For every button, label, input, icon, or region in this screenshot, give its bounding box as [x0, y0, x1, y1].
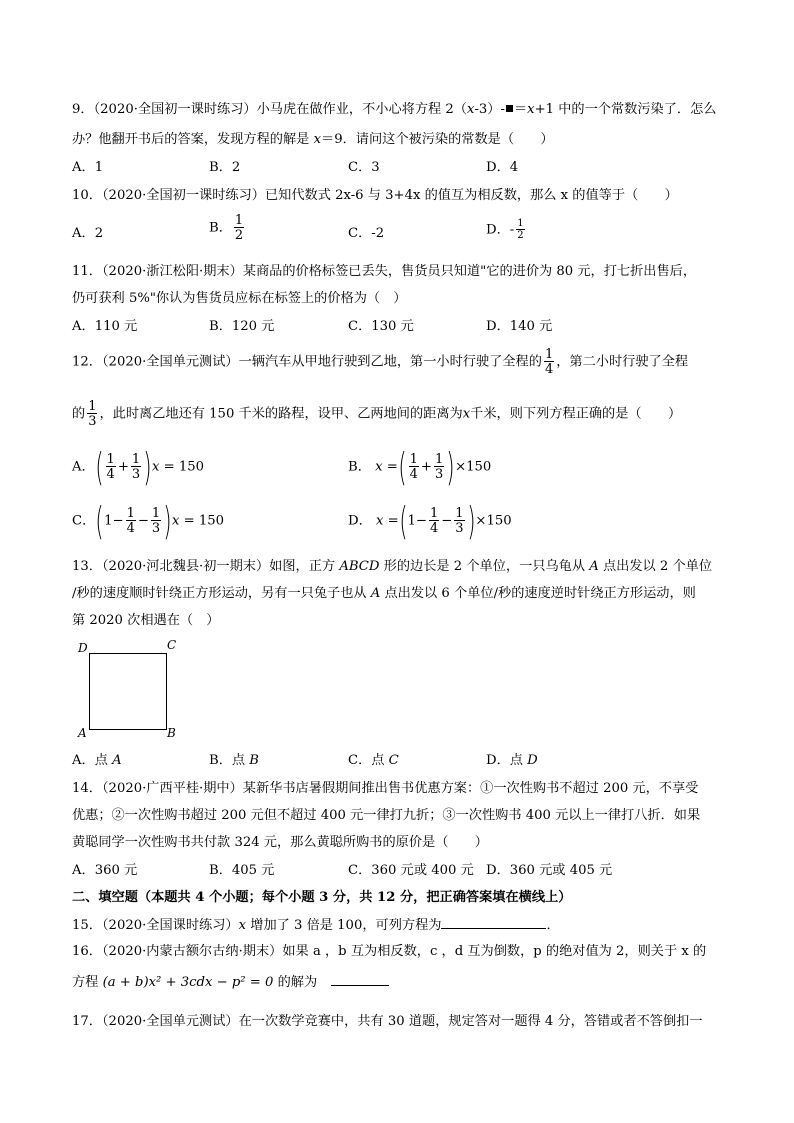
vertex-c-label: C [167, 638, 177, 652]
q13-option-d[interactable]: D．点 D [486, 753, 538, 768]
q16-line1: 16．（2020·内蒙古额尔古纳·期末）如果 a ，b 互为相反数，c ，d 互为倒数，p 的绝对值为 2，则关于 x 的 [72, 944, 707, 959]
q14-line2: 优惠；②一次性购书超过 200 元但不超过 400 元一律打九折；③一次性购书 400 元以上一律打八折．如果 [72, 808, 701, 823]
q11-line1: 11．（2020·浙江松阳·期末）某商品的价格标签已丢失，售货员只知道"它的进价为 80 元，打七折出售后， [72, 264, 697, 279]
q12-option-c[interactable]: C．(1− $\frac{1}{4}$ − $\frac{1}{3}$ )x = 150 [72, 499, 225, 543]
q13-option-a[interactable]: A．点 A [72, 753, 122, 768]
q12-option-b[interactable]: B． x =( $\frac{1}{4}$ + $\frac{1}{3}$ )×150 [348, 445, 492, 489]
q12-line1: 12．（2020·全国单元测试）一辆汽车从甲地行驶到乙地，第一小时行驶了全程的 $\frac{1}{4}$ ，第二小时行驶了全程 [72, 347, 689, 377]
vertex-d-label: D [78, 641, 88, 655]
q10-option-c[interactable]: C．-2 [348, 226, 385, 241]
q14-option-a[interactable]: A．360 元 [72, 863, 138, 878]
ink-blot-icon [506, 105, 513, 112]
q14-option-b[interactable]: B．405 元 [209, 863, 275, 878]
q11-option-a[interactable]: A．110 元 [72, 319, 138, 334]
vertex-a-label: A [78, 726, 87, 740]
section-2-heading: 二、填空题（本题共 4 个小题；每个小题 3 分，共 12 分，把正确答案填在横线上） [72, 890, 572, 905]
q13-line1: 13．（2020·河北魏县·初一期末）如图，正方 ABCD 形的边长是 2 个单位，一只乌龟从 A 点出发以 2 个单位 [72, 559, 713, 574]
q14-option-d[interactable]: D．360 元或 405 元 [486, 863, 613, 878]
q10-option-a[interactable]: A．2 [72, 226, 104, 241]
q11-option-c[interactable]: C．130 元 [348, 319, 414, 334]
q14-option-c[interactable]: C．360 元或 400 元 [348, 863, 474, 878]
q10-option-d[interactable]: D．- $\frac{1}{2}$ [486, 218, 524, 241]
q16-answer-blank[interactable] [331, 973, 389, 986]
q13-option-c[interactable]: C．点 C [348, 753, 399, 768]
q12-option-d[interactable]: D． x =(1− $\frac{1}{4}$ − $\frac{1}{3}$ )×150 [348, 499, 512, 543]
q14-line3: 黄聪同学一次性购书共付款 324 元，那么黄聪所购书的原价是（ ） [72, 835, 488, 850]
q10-option-b[interactable]: B． $\frac{1}{2}$ [209, 213, 244, 243]
q15-line: 15．（2020·全国课时练习）x 增加了 3 倍是 100，可列方程为 ． [72, 918, 560, 933]
q14-line1: 14．（2020·广西平桂·期中）某新华书店暑假期间推出售书优惠方案：①一次性购书不超过 200 元，不享受 [72, 781, 699, 796]
q12-line2: 的 $\frac{1}{3}$ ，此时离乙地还有 150 千米的路程，设甲、乙两地间的距离为x千米，则下列方程正确的是（ ） [72, 399, 682, 429]
q11-line2: 仍可获利 5%"你认为售货员应标在标签上的价格为（ ） [72, 291, 407, 306]
q9-line2: 办？他翻开书后的答案，发现方程的解是 x＝9．请问这个被污染的常数是（ ） [72, 132, 554, 147]
square-abcd [89, 653, 167, 730]
q9-option-c[interactable]: C．3 [348, 160, 380, 175]
q11-option-d[interactable]: D．140 元 [486, 319, 553, 334]
q12-option-a[interactable]: A．( $\frac{1}{4}$ + $\frac{1}{3}$ )x = 150 [72, 445, 205, 489]
q9-option-b[interactable]: B．2 [209, 160, 241, 175]
q17-line1: 17．（2020·全国单元测试）在一次数学竞赛中，共有 30 道题，规定答对一题得 4 分，答错或者不答倒扣一 [72, 1014, 703, 1029]
q9-option-d[interactable]: D．4 [486, 160, 519, 175]
q13-line2: /秒的速度顺时针绕正方形运动，另有一只兔子也从 A 点出发以 6 个单位/秒的速度逆时针绕正方形运动，则 [72, 586, 696, 601]
q13-line3: 第 2020 次相遇在（ ） [72, 613, 220, 628]
q15-answer-blank[interactable] [441, 916, 546, 929]
q10-line: 10．（2020·全国初一课时练习）已知代数式 2x-6 与 3+4x 的值互为相反数，那么 x 的值等于（ ） [72, 188, 678, 203]
q11-option-b[interactable]: B．120 元 [209, 319, 275, 334]
q9-line1: 9．（2020·全国初一课时练习）小马虎在做作业，不小心将方程 2（x-3）- ＝x+1 中的一个常数污染了．怎么 [72, 102, 717, 117]
q9-option-a[interactable]: A．1 [72, 160, 104, 175]
q16-line2: 方程 (a + b)x² + 3cdx − p² = 0 的解为 [72, 973, 389, 992]
q13-option-b[interactable]: B．点 B [209, 753, 259, 768]
vertex-b-label: B [167, 726, 176, 740]
